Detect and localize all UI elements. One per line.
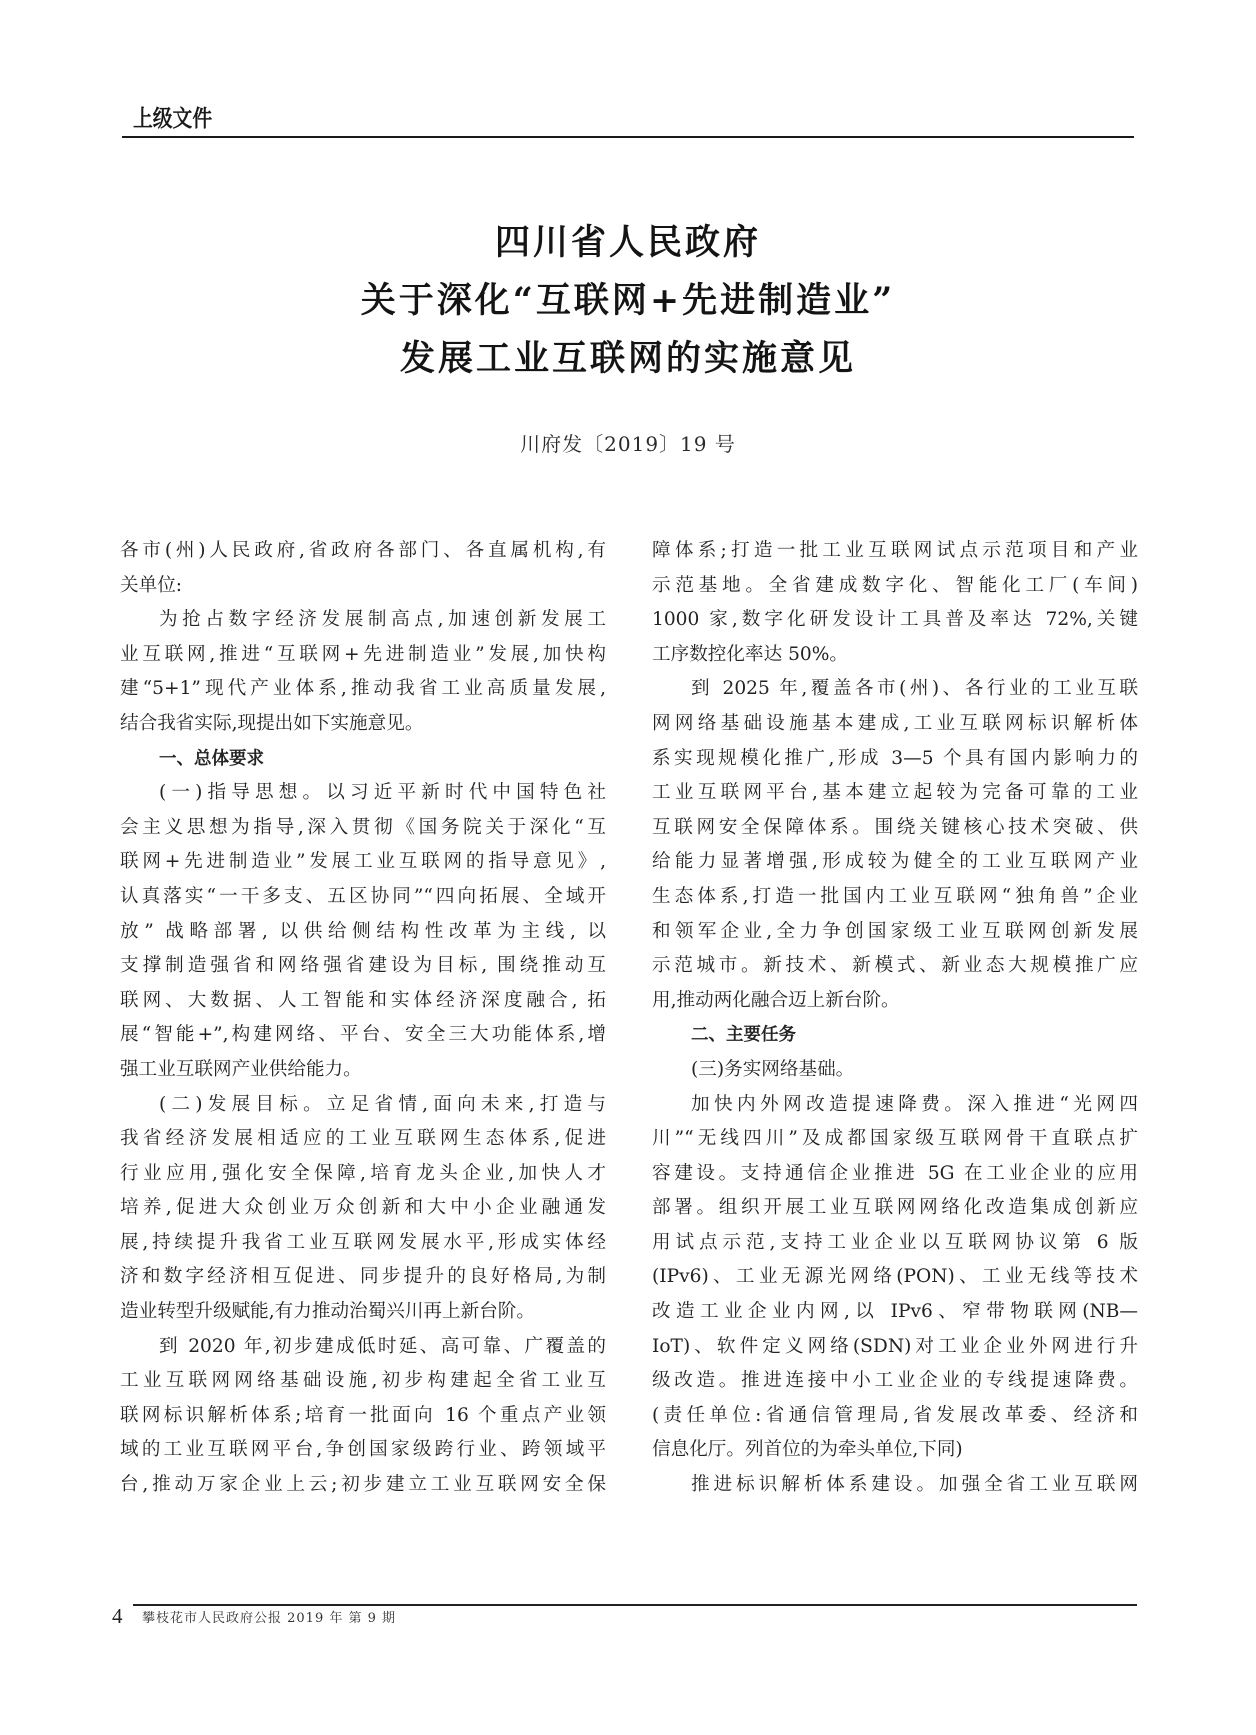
text-line: 支撑制造强省和网络强省建设为目标, 围绕推动互 — [120, 955, 606, 977]
text-line: 信息化厅。列首位的为牵头单位,下同) — [652, 1439, 963, 1461]
section-heading: 二、主要任务 — [691, 1025, 796, 1046]
section-label: 上级文件 — [133, 106, 213, 132]
text-line: 联网、大数据、人工智能和实体经济深度融合, 拓 — [120, 989, 606, 1011]
text-line: 给能力显著增强,形成较为健全的工业互联网产业 — [652, 851, 1138, 873]
left-column — [120, 534, 606, 1503]
document-number: 川府发〔2019〕19 号 — [520, 432, 736, 456]
text-line: 系实现规模化推广,形成 3—5 个具有国内影响力的 — [652, 747, 1138, 769]
text-line: 各市(州)人民政府,省政府各部门、各直属机构,有 — [120, 540, 606, 561]
text-line: 生态体系,打造一批国内工业互联网“独角兽”企业 — [652, 885, 1138, 907]
text-line: 到 2025 年,覆盖各市(州)、各行业的工业互联 — [691, 678, 1138, 700]
section-heading: 一、总体要求 — [159, 748, 264, 769]
text-line: 台,推动万家企业上云;初步建立工业互联网安全保 — [120, 1474, 606, 1496]
text-line: 展,持续提升我省工业互联网发展水平,形成实体经 — [120, 1231, 606, 1253]
text-line: 业互联网,推进“互联网+先进制造业”发展,加快构 — [120, 643, 606, 665]
text-line: 示范城市。新技术、新模式、新业态大规模推广应 — [652, 955, 1138, 977]
text-line: 网网络基础设施基本建成,工业互联网标识解析体 — [652, 712, 1138, 734]
page-number: 4 — [112, 1604, 123, 1628]
text-line: 改造工业企业内网,以 IPv6、窄带物联网(NB— — [652, 1301, 1138, 1323]
text-line: 会主义思想为指导,深入贯彻《国务院关于深化“互 — [120, 816, 606, 838]
text-line: 造业转型升级赋能,有力推动治蜀兴川再上新台阶。 — [120, 1301, 535, 1323]
text-line: 结合我省实际,现提出如下实施意见。 — [120, 712, 424, 734]
text-line: 用,推动两化融合迈上新台阶。 — [652, 989, 900, 1011]
text-line: 用试点示范,支持工业企业以互联网协议第 6 版 — [652, 1231, 1138, 1253]
text-line: 级改造。推进连接中小工业企业的专线提速降费。 — [652, 1370, 1138, 1392]
text-line: 放” 战略部署, 以供给侧结构性改革为主线, 以 — [120, 920, 606, 942]
text-line: (责任单位:省通信管理局,省发展改革委、经济和 — [652, 1404, 1138, 1426]
text-line: 容建设。支持通信企业推进 5G 在工业企业的应用 — [652, 1162, 1138, 1184]
text-line: 到 2020 年,初步建成低时延、高可靠、广覆盖的 — [159, 1335, 606, 1357]
text-line: 培养,促进大众创业万众创新和大中小企业融通发 — [120, 1197, 606, 1219]
publication-info: 攀枝花市人民政府公报 2019 年 第 9 期 — [142, 1611, 397, 1626]
text-line: 域的工业互联网平台,争创国家级跨行业、跨领域平 — [120, 1439, 606, 1461]
title-line-2: 关于深化“互联网+先进制造业” — [360, 280, 896, 321]
text-line: 联网标识解析体系;培育一批面向 16 个重点产业领 — [120, 1404, 606, 1426]
title-line-3: 发展工业互联网的实施意见 — [399, 338, 856, 379]
text-line: (二)发展目标。立足省情,面向未来,打造与 — [159, 1093, 606, 1115]
text-line: 强工业互联网产业供给能力。 — [120, 1058, 362, 1080]
footer-rule — [133, 1604, 1137, 1606]
right-column — [652, 534, 1138, 1503]
text-line: (一)指导思想。以习近平新时代中国特色社 — [159, 782, 606, 804]
text-line: 工序数控化率达 50%。 — [652, 643, 848, 665]
text-line: 为抢占数字经济发展制高点,加速创新发展工 — [159, 609, 606, 631]
text-line: 济和数字经济相互促进、同步提升的良好格局,为制 — [120, 1266, 606, 1288]
text-line: 我省经济发展相适应的工业互联网生态体系,促进 — [120, 1128, 606, 1150]
text-line: 和领军企业,全力争创国家级工业互联网创新发展 — [652, 920, 1138, 942]
text-line: 推进标识解析体系建设。加强全省工业互联网 — [691, 1474, 1138, 1496]
text-line: (三)务实网络基础。 — [691, 1058, 855, 1080]
text-line: 联网+先进制造业”发展工业互联网的指导意见》, — [120, 851, 606, 873]
header-rule — [122, 136, 1134, 138]
text-line: 加快内外网改造提速降费。深入推进“光网四 — [691, 1093, 1138, 1115]
text-line: 互联网安全保障体系。围绕关键核心技术突破、供 — [652, 816, 1138, 838]
text-line: 行业应用,强化安全保障,培育龙头企业,加快人才 — [120, 1162, 606, 1184]
text-line: 障体系;打造一批工业互联网试点示范项目和产业 — [652, 540, 1138, 561]
text-line: (IPv6)、工业无源光网络(PON)、工业无线等技术 — [652, 1266, 1138, 1288]
text-line: 川”“无线四川”及成都国家级互联网骨干直联点扩 — [652, 1128, 1138, 1150]
text-line: 建“5+1”现代产业体系,推动我省工业高质量发展, — [120, 678, 606, 700]
title-line-1: 四川省人民政府 — [494, 222, 761, 263]
document-title — [0, 214, 1256, 388]
text-line: 示范基地。全省建成数字化、智能化工厂(车间) — [652, 574, 1138, 596]
text-line: 部署。组织开展工业互联网网络化改造集成创新应 — [652, 1197, 1138, 1219]
text-line: 工业互联网网络基础设施,初步构建起全省工业互 — [120, 1370, 606, 1392]
text-line: 认真落实“一干多支、五区协同”“四向拓展、全域开 — [120, 885, 606, 907]
text-line: 工业互联网平台,基本建立起较为完备可靠的工业 — [652, 782, 1138, 804]
text-line: 关单位: — [120, 574, 183, 596]
text-line: 展“智能+”,构建网络、平台、安全三大功能体系,增 — [120, 1024, 606, 1046]
text-line: IoT)、软件定义网络(SDN)对工业企业外网进行升 — [652, 1335, 1138, 1357]
text-line: 1000 家,数字化研发设计工具普及率达 72%,关键 — [652, 609, 1138, 631]
